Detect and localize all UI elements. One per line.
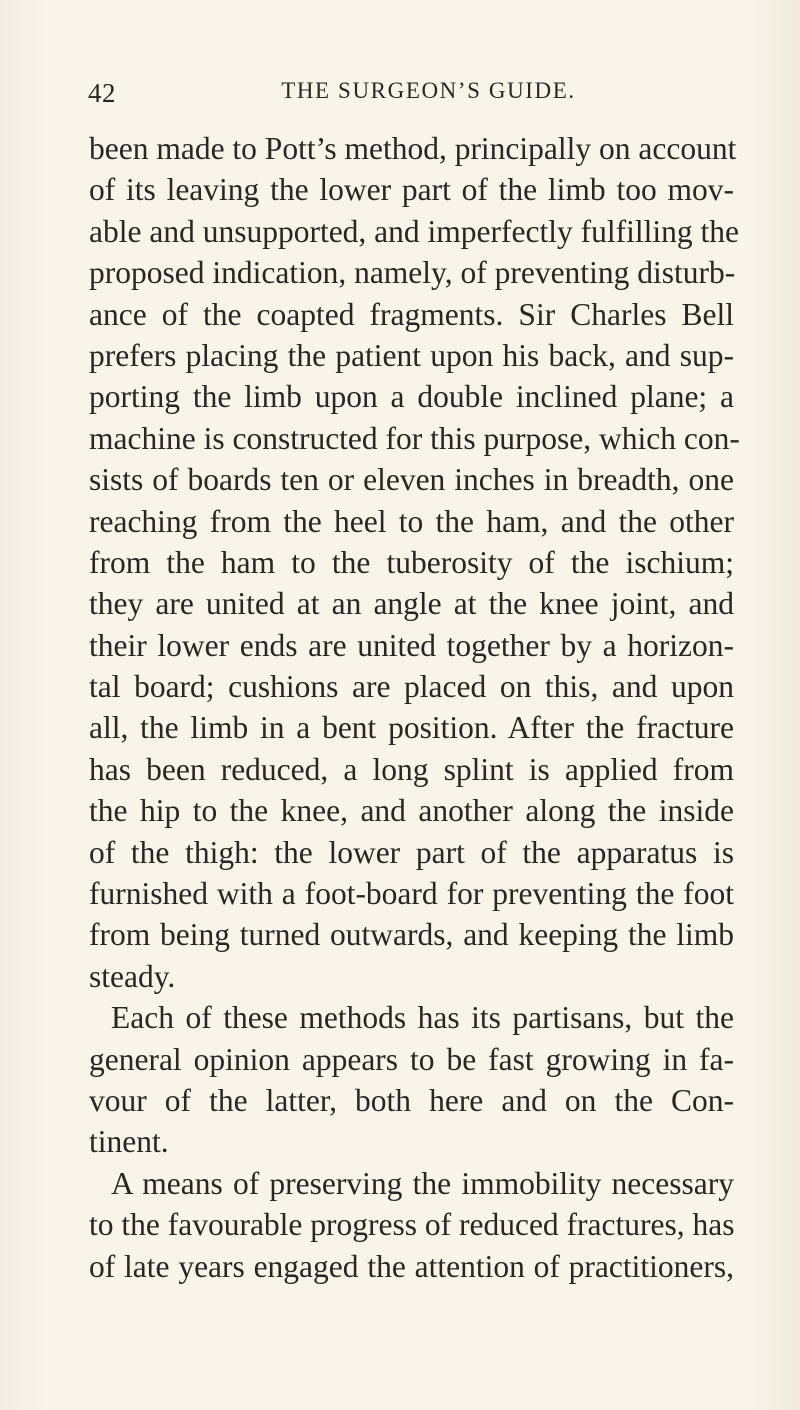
text-line: machine is constructed for this purpose, which con- bbox=[89, 420, 740, 456]
body-text bbox=[89, 128, 740, 1287]
text-line: of the thigh: the lower part of the apparatus is bbox=[89, 834, 734, 870]
text-line: the hip to the knee, and another along the inside bbox=[89, 793, 734, 829]
text-line: has been reduced, a long splint is applied from bbox=[89, 751, 734, 787]
text-line: Each of these methods has its partisans, but the bbox=[111, 1000, 734, 1036]
text-line: A means of preserving the immobility necessary bbox=[111, 1165, 734, 1201]
text-line: to the favourable progress of reduced fractures, has bbox=[89, 1207, 735, 1243]
text-line: all, the limb in a bent position. After the fracture bbox=[89, 710, 734, 746]
text-line: tal board; cushions are placed on this, and upon bbox=[89, 669, 734, 705]
text-line: of its leaving the lower part of the limb too mov- bbox=[89, 172, 734, 208]
text-line: furnished with a foot-board for preventing the foot bbox=[89, 876, 734, 912]
text-line: sists of boards ten or eleven inches in breadth, one bbox=[89, 462, 734, 498]
text-line: they are united at an angle at the knee joint, and bbox=[89, 586, 734, 622]
page-number: 42 bbox=[88, 78, 116, 108]
text-line: their lower ends are united together by a horizon- bbox=[89, 627, 734, 663]
running-title: THE SURGEON’S GUIDE. bbox=[281, 78, 576, 103]
text-line: ance of the coapted fragments. Sir Charles Bell bbox=[89, 296, 734, 332]
text-line: tinent. bbox=[89, 1124, 169, 1160]
text-line: reaching from the heel to the ham, and the other bbox=[89, 503, 734, 539]
text-line: of late years engaged the attention of practitioners, bbox=[89, 1248, 734, 1284]
text-line: proposed indication, namely, of preventing disturb- bbox=[89, 255, 736, 291]
text-line: vour of the latter, both here and on the Con- bbox=[89, 1082, 734, 1118]
text-line: steady. bbox=[89, 958, 176, 994]
text-line: from the ham to the tuberosity of the ischium; bbox=[89, 544, 734, 580]
page-header bbox=[88, 78, 733, 118]
text-line: from being turned outwards, and keeping the limb bbox=[89, 917, 734, 953]
text-line: prefers placing the patient upon his back, and sup- bbox=[89, 337, 734, 373]
text-line: able and unsupported, and imperfectly fulfilling the bbox=[89, 213, 739, 249]
text-line: general opinion appears to be fast growing in fa- bbox=[89, 1041, 734, 1077]
text-line: been made to Pott’s method, principally on account bbox=[89, 131, 737, 166]
text-line: porting the limb upon a double inclined plane; a bbox=[89, 379, 734, 415]
